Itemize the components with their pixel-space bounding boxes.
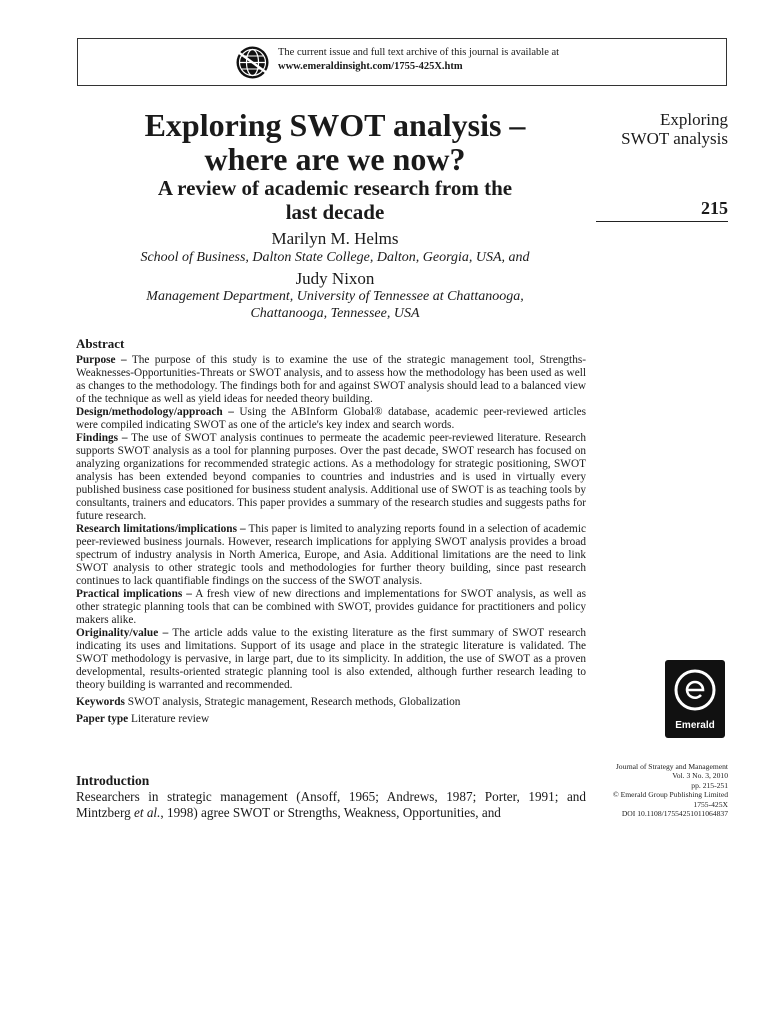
affiliation-line: Management Department, University of Tennessee at Chattanooga, xyxy=(146,289,524,304)
title-line-2: where are we now? xyxy=(204,141,466,177)
keywords xyxy=(76,696,586,709)
affiliation-line: Chattanooga, Tennessee, USA xyxy=(250,306,420,321)
title-line-1: Exploring SWOT analysis – xyxy=(144,107,526,143)
journal-issn: 1755-425X xyxy=(693,799,728,809)
banner-url-link[interactable]: www.emeraldinsight.com/1755-425X.htm xyxy=(278,61,463,72)
page-number: 215 xyxy=(701,198,728,218)
section-text: The purpose of this study is to examine the use of the strategic management tool, Strengths-Weaknesses-Opportunities-Threats or SWOT analysis, and to assess how the methodology has been used as well as changes to the methodology. The findings both for and against SWOT analysis should lead to a balanced view of the technique as well as yield ideas for needed theory building. xyxy=(76,353,587,405)
emerald-logo-icon xyxy=(665,660,725,720)
abstract-section xyxy=(76,354,586,406)
abstract xyxy=(76,338,586,726)
section-label: Purpose – xyxy=(76,353,127,366)
banner-text: The current issue and full text archive of this journal is available at xyxy=(278,47,560,58)
running-title-line: SWOT analysis xyxy=(621,129,728,148)
section-text: The use of SWOT analysis continues to permeate the academic peer-reviewed literature. Research supports SWOT analysis as a tool for planning purposes. Over the past decade, SWOT research has focused on analyzing organizations for recommended strategic actions. As a methodology for strategic positioning, SWOT analysis has been extended beyond companies to countries and industries and is used in virtually every published business case positioned for business student analysis. Additional use of SWOT is as teaching tools by consultants, trainers and educators. This paper provides a summary of the research studies and suggests paths for future research. xyxy=(76,432,587,522)
journal-copyright: © Emerald Group Publishing Limited xyxy=(612,790,728,800)
paper-type-label: Paper type xyxy=(76,712,129,725)
author-affiliation: School of Business, Dalton State College, Dalton, Georgia, USA, and xyxy=(140,250,530,265)
section-label: Research limitations/implications – xyxy=(76,523,246,536)
section-text: A fresh view of new directions and implementations for SWOT analysis, as well as other strategic planning tools that can be combined with SWOT, provides guidance for practitioners and policy makers alike. xyxy=(76,588,587,627)
subtitle-line-2: last decade xyxy=(285,200,385,224)
journal-pages: pp. 215-251 xyxy=(691,780,728,790)
paper-type-text: Literature review xyxy=(131,712,210,725)
article-title xyxy=(76,108,594,176)
section-label: Originality/value – xyxy=(76,627,169,640)
section-label: Findings – xyxy=(76,432,128,445)
journal-volume: Vol. 3 No. 3, 2010 xyxy=(672,771,728,781)
logo-wordmark: Emerald xyxy=(675,720,715,731)
journal-banner xyxy=(77,38,727,86)
author-name: Marilyn M. Helms xyxy=(271,229,399,248)
globe-icon xyxy=(236,46,269,79)
abstract-section xyxy=(76,588,586,627)
section-label: Design/methodology/approach – xyxy=(76,406,234,419)
intro-text-part: , 1998) agree SWOT or Strengths, Weakness, Opportunities, and xyxy=(160,805,501,820)
abstract-heading: Abstract xyxy=(76,336,125,351)
side-divider xyxy=(596,221,728,222)
emerald-logo xyxy=(665,660,725,738)
subtitle-line-1: A review of academic research from the xyxy=(157,176,513,200)
introduction-heading: Introduction xyxy=(76,773,150,788)
abstract-section xyxy=(76,523,586,588)
section-text: The article adds value to the existing literature as the first summary of SWOT research indicating its uses and limitations. Support of its usage and place in the strategic literature is validated. The SWOT methodology is pervasive, in large part, due to its simplicity. In addition, the use of SWOT as a proven developmental, results-oriented strategic planning tool is also extended, although further research leading to theory building is warranted and recommended. xyxy=(76,627,586,692)
running-title xyxy=(596,110,728,148)
author-name: Judy Nixon xyxy=(295,269,375,288)
intro-et-al: et al. xyxy=(134,805,161,820)
abstract-section xyxy=(76,406,586,432)
section-text: Using the ABInform Global® database, academic peer-reviewed articles were compiled indicating SWOT as one of the article's key index and search words. xyxy=(76,406,587,431)
abstract-section xyxy=(76,627,586,692)
intro-text-part: Researchers in strategic management (Ansoff, 1965; Andrews, 1987; Porter, 1991; and Mintzberg xyxy=(76,789,586,820)
journal-name: Journal of Strategy and Management xyxy=(615,762,728,771)
introduction-text xyxy=(76,789,586,821)
keywords-text: SWOT analysis, Strategic management, Research methods, Globalization xyxy=(127,695,461,708)
section-text: This paper is limited to analyzing reports found in a selection of academic peer-reviewed business journals. However, research implications for applying SWOT analysis provides a broad spectrum of industry analysis in North America, Europe, and Asia. Additional limitations are the need to link SWOT analysis to other strategic tools and methodologies for further theory building, since past research continues to lack quantifiable findings on the success of the SWOT analysis. xyxy=(76,523,586,587)
author-affiliation xyxy=(76,288,594,322)
section-label: Practical implications – xyxy=(76,588,192,601)
keywords-label: Keywords xyxy=(76,695,125,708)
journal-doi: DOI 10.1108/17554251011064837 xyxy=(621,809,728,819)
paper-type xyxy=(76,713,586,726)
article-subtitle xyxy=(76,176,594,224)
abstract-section xyxy=(76,432,586,522)
running-title-line: Exploring xyxy=(660,110,728,129)
